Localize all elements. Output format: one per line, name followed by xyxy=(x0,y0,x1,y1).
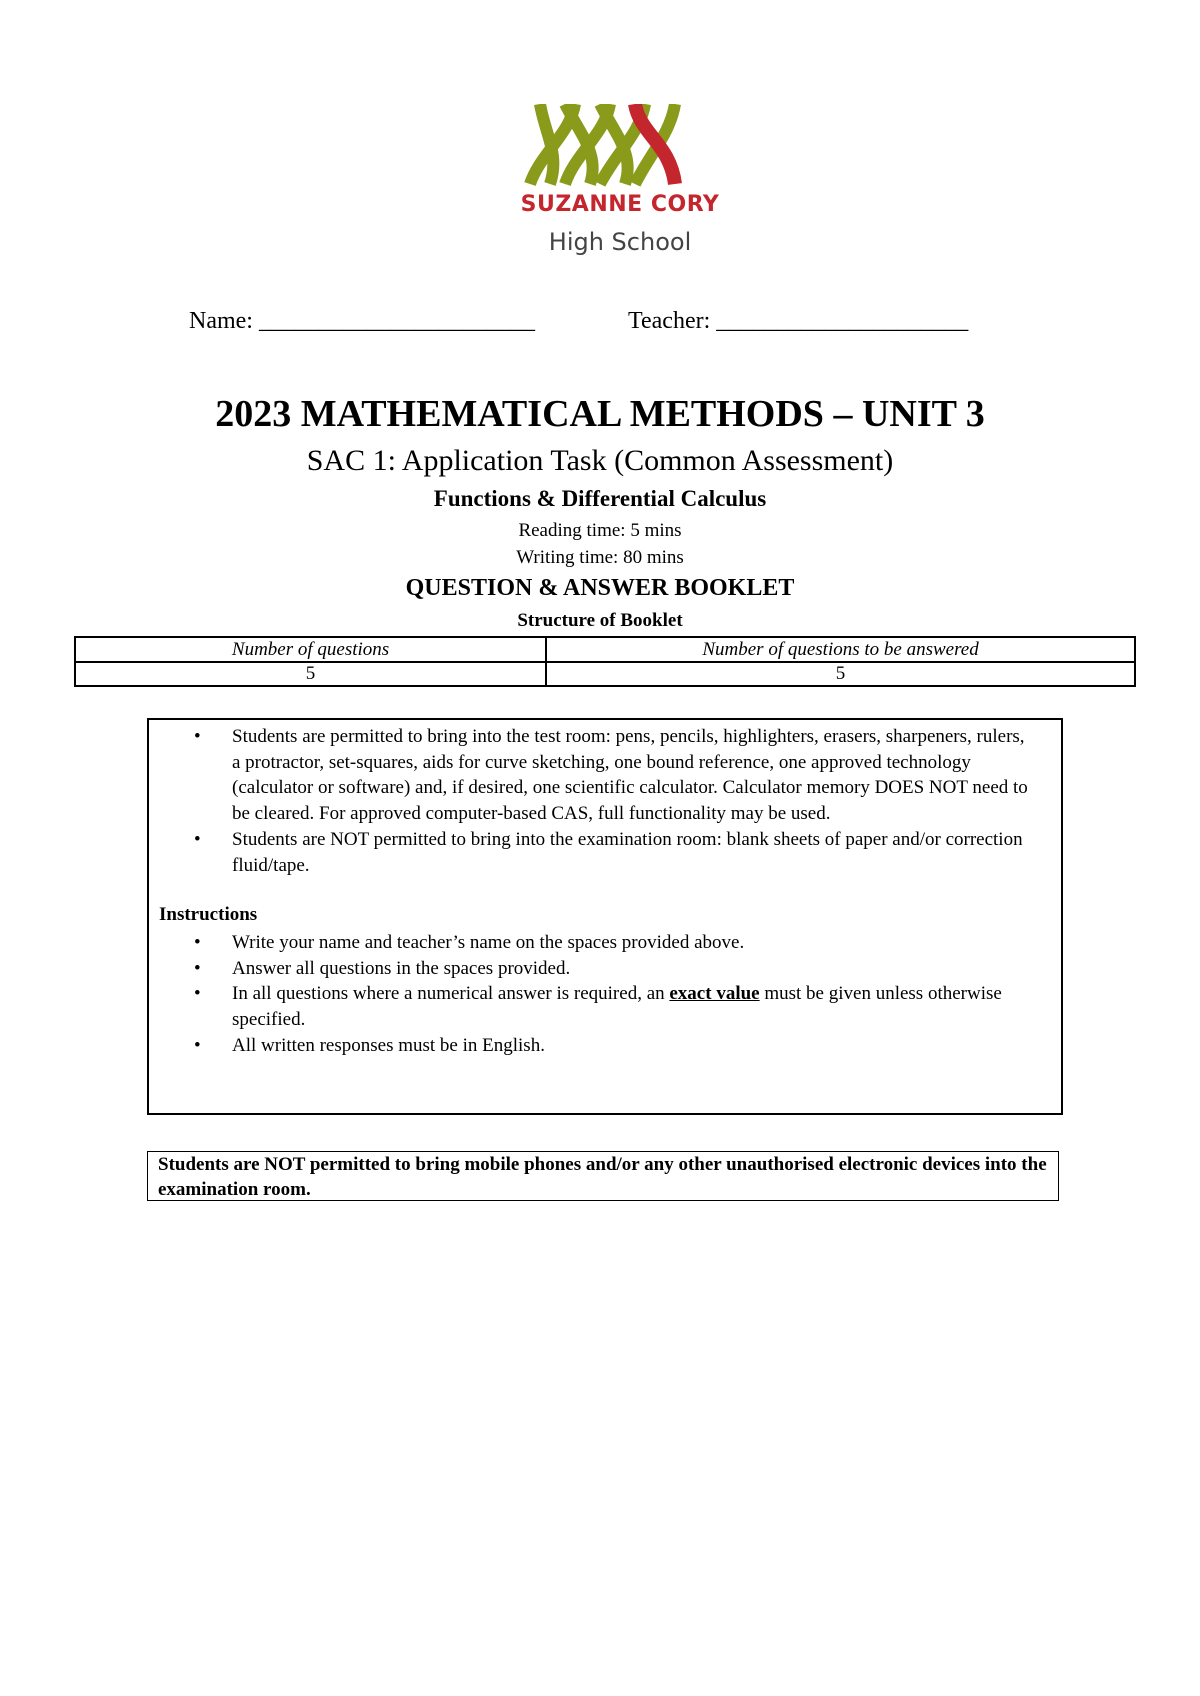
logo-emblem-icon xyxy=(520,104,720,189)
reading-time: Reading time: 5 mins xyxy=(518,520,682,541)
table-cell: 5 xyxy=(546,662,1135,686)
table-header: Number of questions xyxy=(75,637,546,662)
topic-heading: Functions & Differential Calculus xyxy=(433,486,767,511)
table-cell: 5 xyxy=(75,662,546,686)
booklet-heading: QUESTION & ANSWER BOOKLET xyxy=(405,575,795,601)
teacher-field[interactable] xyxy=(628,308,968,335)
instructions-heading: Instructions xyxy=(159,904,258,926)
teacher-blank[interactable]: _____________________ xyxy=(716,308,969,334)
structure-table xyxy=(74,636,1136,687)
list-item xyxy=(194,930,1052,956)
writing-time: Writing time: 80 mins xyxy=(516,547,684,568)
instructions-list xyxy=(149,930,1052,1059)
bullet-icon: • xyxy=(194,1034,201,1056)
table-header-row xyxy=(75,637,1135,662)
list-item-text: must be given unless otherwise specified. xyxy=(232,983,1002,1031)
bullet-icon: • xyxy=(194,957,201,979)
table-header: Number of questions to be answered xyxy=(546,637,1135,662)
name-label: Name: xyxy=(189,308,253,334)
bullet-icon: • xyxy=(194,828,201,850)
list-item xyxy=(194,981,1052,1032)
list-item-text: Answer all questions in the spaces provided. xyxy=(232,957,571,979)
exact-value-emphasis: exact value xyxy=(669,983,760,1005)
school-logo xyxy=(520,104,720,264)
name-blank[interactable]: _______________________ xyxy=(258,308,535,334)
warning-box: Students are NOT permitted to bring mobile phones and/or any other unauthorised electronic devices into the examination room. xyxy=(147,1151,1059,1201)
bullet-icon: • xyxy=(194,726,201,747)
page-title: 2023 MATHEMATICAL METHODS – UNIT 3 xyxy=(215,393,985,435)
bullet-icon: • xyxy=(194,931,201,953)
list-item xyxy=(194,956,1052,982)
logo-school-subtitle: High School xyxy=(548,228,692,256)
teacher-label: Teacher: xyxy=(628,308,711,334)
list-item-text: Students are permitted to bring into the test room: pens, pencils, highlighters, erasers, sharpeners, rulers, a protractor, set-squares, aids for curve sketching, one bound reference, one approved technology (calculator or software) and, if desired, one scientific calculator. Calculator memory DOES NOT need to be cleared. For approved computer-based CAS, full functionality may be used. xyxy=(232,726,1028,825)
table-row xyxy=(75,662,1135,686)
name-field[interactable] xyxy=(189,308,535,335)
permitted-list xyxy=(149,724,1032,878)
list-item xyxy=(194,724,1032,827)
logo-school-name: SUZANNE CORY xyxy=(520,192,720,217)
list-item xyxy=(194,827,1032,878)
bullet-icon: • xyxy=(194,983,201,1005)
list-item-text: Students are NOT permitted to bring into the examination room: blank sheets of paper and/or correction fluid/tape. xyxy=(232,828,1023,876)
list-item-text: Write your name and teacher’s name on the spaces provided above. xyxy=(232,931,745,953)
list-item-text: All written responses must be in English. xyxy=(232,1034,545,1056)
list-item-text: In all questions where a numerical answer is required, an xyxy=(232,983,670,1005)
page-subtitle: SAC 1: Application Task (Common Assessment) xyxy=(306,444,894,477)
structure-heading: Structure of Booklet xyxy=(517,610,683,631)
list-item xyxy=(194,1033,1052,1059)
rules-box xyxy=(147,718,1063,1115)
